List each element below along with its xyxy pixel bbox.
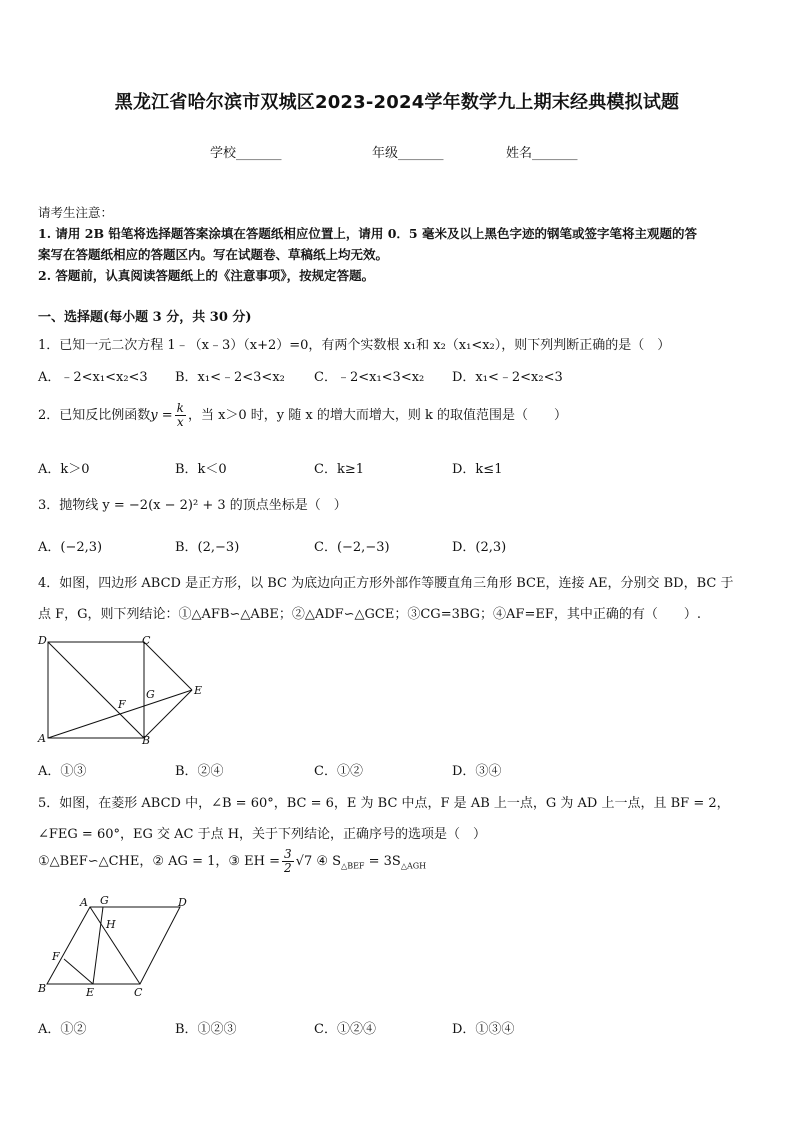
q4-label-g: G: [146, 688, 155, 701]
q5-label-e: E: [86, 986, 95, 999]
school-field: 学校_______: [210, 146, 282, 161]
question-4-stem-line-2: 点 F，G，则下列结论：①△AFB∽△ABE；②△ADF∽△GCE；③CG=3BG；④AF=EF，其中正确的有（ ）.: [38, 607, 701, 622]
q5-label-f: F: [52, 950, 60, 963]
q4-option-d: D．③④: [452, 764, 502, 779]
q4-label-a: A: [38, 732, 46, 745]
q2-equation: y =: [150, 408, 173, 423]
q5-label-a: A: [80, 896, 88, 909]
q4-figure: [30, 630, 210, 750]
grade-field: 年级_______: [372, 146, 444, 161]
q1-option-c: C．﹣2<x₁<3<x₂: [314, 370, 425, 385]
q5-label-d: D: [178, 896, 187, 909]
q5-frac-numerator: 3: [284, 847, 292, 861]
q5-option-d: D．①③④: [452, 1022, 515, 1037]
q4-line-ce: [144, 642, 192, 690]
page-title: 黑龙江省哈尔滨市双城区2023-2024学年数学九上期末经典模拟试题: [114, 92, 680, 113]
q2-option-b: B．k＜0: [175, 462, 227, 477]
q5-figure: [30, 892, 200, 1002]
q5-fraction: [282, 848, 294, 875]
section-heading: 一、选择题(每小题 3 分，共 30 分): [38, 310, 252, 325]
q1-option-d: D．x₁<﹣2<x₂<3: [452, 370, 563, 385]
notice-item-1-line-2: 案写在答题纸相应的答题区内。写在试题卷、草稿纸上均无效。: [38, 247, 389, 262]
q5-subscript-1: △BEF: [341, 861, 365, 871]
question-4-stem-line-1: 4．如图，四边形 ABCD 是正方形，以 BC 为底边向正方形外部作等腰直角三角形 BCE，连接 AE，分别交 BD，BC 于: [38, 576, 734, 591]
q5-label-b: B: [38, 982, 47, 995]
q2-frac-denominator: x: [176, 415, 184, 429]
q4-option-b: B．②④: [175, 764, 224, 779]
q5-conclusions-a: ①△BEF∽△CHE，② AG = 1，③ EH =: [38, 854, 281, 869]
q5-frac-denominator: 2: [284, 861, 292, 875]
q4-label-b: B: [142, 734, 151, 747]
q4-label-f: F: [118, 698, 126, 711]
q2-fraction: [175, 402, 186, 429]
q3-option-c: C．(−2,−3): [314, 540, 390, 555]
q2-option-c: C．k≥1: [314, 462, 364, 477]
q5-option-c: C．①②④: [314, 1022, 376, 1037]
q4-option-a: A．①③: [38, 764, 87, 779]
q5-label-c: C: [134, 986, 143, 999]
notice-item-1-line-1: 1. 请用 2B 铅笔将选择题答案涂填在答题纸相应位置上，请用 0．5 毫米及以上黑色字迹的钢笔或签字笔将主观题的答: [38, 226, 697, 241]
notice-heading: 请考生注意：: [38, 205, 114, 220]
q1-option-a: A．﹣2<x₁<x₂<3: [38, 370, 148, 385]
q4-label-e: E: [194, 684, 203, 697]
q5-option-a: A．①②: [38, 1022, 87, 1037]
q4-option-c: C．①②: [314, 764, 363, 779]
q5-line-ef: [64, 959, 93, 984]
q2-option-d: D．k≤1: [452, 462, 503, 477]
question-2-stem: [38, 402, 567, 429]
name-field: 姓名_______: [506, 146, 578, 161]
question-1-stem: 1．已知一元二次方程 1﹣（x﹣3）（x+2）=0，有两个实数根 x₁和 x₂（x₁<x₂），则下列判断正确的是（ ）: [38, 338, 671, 353]
q2-frac-numerator: k: [176, 401, 184, 415]
q5-label-g: G: [100, 894, 109, 907]
q3-option-d: D．(2,3): [452, 540, 507, 555]
q2-stem-pre: 2．已知反比例函数: [38, 408, 151, 423]
q3-option-b: B．(2,−3): [175, 540, 240, 555]
q5-conclusions-c: = 3S: [364, 854, 401, 869]
q2-stem-post: ，当 x＞0 时，y 随 x 的增大而增大，则 k 的取值范围是（ ）: [187, 408, 568, 423]
q5-subscript-2: △AGH: [400, 861, 427, 871]
q3-option-a: A．(−2,3): [38, 540, 103, 555]
question-5-stem-line-1: 5．如图，在菱形 ABCD 中，∠B = 60°，BC = 6，E 为 BC 中点，F 是 AB 上一点，G 为 AD 上一点，且 BF = 2，: [38, 796, 730, 811]
q5-label-h: H: [106, 918, 116, 931]
q2-option-a: A．k＞0: [38, 462, 90, 477]
notice-item-2: 2. 答题前，认真阅读答题纸上的《注意事项》，按规定答题。: [38, 268, 375, 283]
q5-option-b: B．①②③: [175, 1022, 237, 1037]
q1-option-b: B．x₁<﹣2<3<x₂: [175, 370, 285, 385]
q4-label-c: C: [142, 634, 151, 647]
q5-conclusions: [38, 848, 426, 875]
question-3-stem: 3．抛物线 y = −2(x − 2)² + 3 的顶点坐标是（ ）: [38, 498, 347, 513]
q4-diagonal-bd: [48, 642, 144, 738]
q5-conclusions-b: √7 ④ S: [295, 854, 342, 869]
question-5-stem-line-2: ∠FEG = 60°，EG 交 AC 于点 H，关于下列结论，正确序号的选项是（ ）: [38, 827, 487, 842]
q4-label-d: D: [38, 634, 47, 647]
